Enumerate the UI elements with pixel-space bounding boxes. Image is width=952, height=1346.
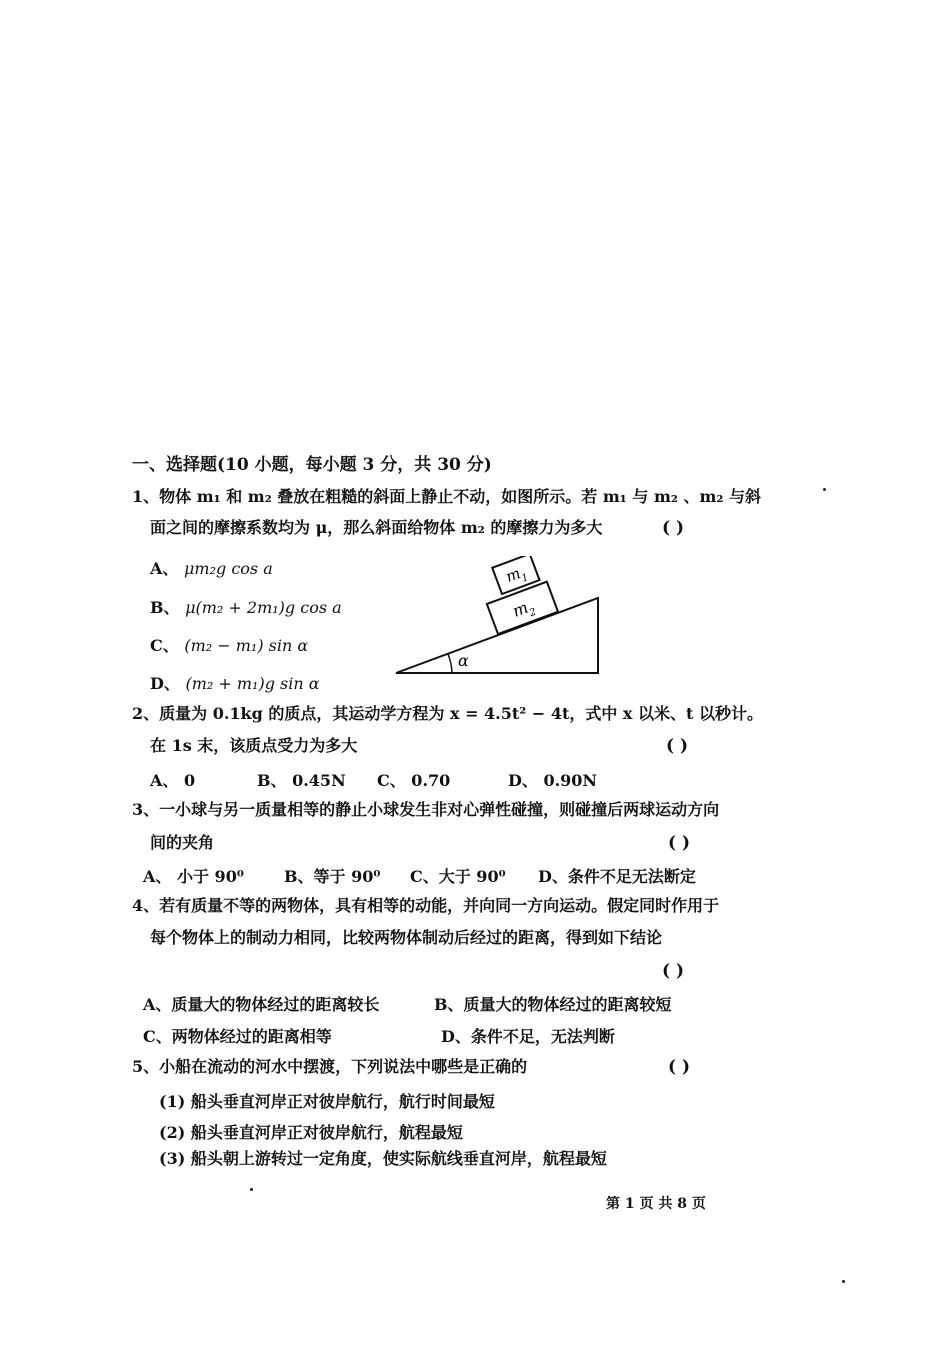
scan-speck <box>842 1280 845 1283</box>
scan-speck <box>823 488 826 491</box>
q1-line2: 面之间的摩擦系数均为 μ，那么斜面给物体 m₂ 的摩擦力为多大 <box>150 518 603 537</box>
q1-option-d <box>150 671 320 694</box>
q3-line2: 间的夹角 <box>150 833 215 852</box>
q3-answer-paren: ( ) <box>668 833 691 853</box>
section-title: 一、选择题(10 小题，每小题 3 分，共 30 分) <box>132 455 492 475</box>
block-m2-sub: 2 <box>528 606 538 620</box>
q5-answer-paren: ( ) <box>668 1057 691 1077</box>
q5-item-1: (1) 船头垂直河岸正对彼岸航行，航行时间最短 <box>159 1092 495 1111</box>
q1-option-b-label: B、 <box>150 598 180 617</box>
q3-option-d: D、条件不足无法断定 <box>538 867 696 886</box>
q5-line1: 5、小船在流动的河水中摆渡，下列说法中哪些是正确的 <box>132 1057 528 1076</box>
q4-line2: 每个物体上的制动力相同，比较两物体制动后经过的距离，得到如下结论 <box>150 928 663 947</box>
q1-option-a <box>150 556 273 579</box>
block-m1-sub: 1 <box>520 572 531 585</box>
scan-speck <box>250 1188 253 1191</box>
q1-option-a-formula: μm₂g cos a <box>184 559 273 578</box>
q1-option-c-formula: (m₂ − m₁) sin α <box>184 636 309 655</box>
q3-option-a: A、 小于 90⁰ <box>143 867 244 886</box>
q3-option-b: B、等于 90⁰ <box>284 867 381 886</box>
angle-arc <box>448 654 452 673</box>
q1-option-a-label: A、 <box>150 559 179 578</box>
q4-line1: 4、若有质量不等的两物体，具有相等的动能，并向同一方向运动。假定同时作用于 <box>132 896 720 915</box>
q2-line1: 2、质量为 0.1kg 的质点，其运动学方程为 x = 4.5t² − 4t，式中 x 以米、t 以秒计。 <box>132 704 763 723</box>
q4-option-c: C、两物体经过的距离相等 <box>143 1027 332 1046</box>
q2-line2: 在 1s 末，该质点受力为多大 <box>150 736 358 755</box>
q5-item-2: (2) 船头垂直河岸正对彼岸航行，航程最短 <box>159 1123 463 1142</box>
page-footer: 第 1 页 共 8 页 <box>606 1196 706 1212</box>
q1-option-d-label: D、 <box>150 674 180 693</box>
q1-answer-paren: ( ) <box>662 518 685 538</box>
q1-option-b-formula: μ(m₂ + 2m₁)g cos a <box>185 598 342 617</box>
q2-option-d: D、 0.90N <box>508 771 598 790</box>
q2-option-a: A、 0 <box>150 771 196 790</box>
incline-diagram <box>390 556 610 681</box>
q4-option-d: D、条件不足，无法判断 <box>441 1027 615 1046</box>
q4-option-a: A、质量大的物体经过的距离较长 <box>143 995 380 1014</box>
q2-answer-paren: ( ) <box>666 736 689 756</box>
q1-option-b <box>150 595 342 618</box>
q2-option-b: B、 0.45N <box>257 771 346 790</box>
q1-line1: 1、物体 m₁ 和 m₂ 叠放在粗糙的斜面上静止不动，如图所示。若 m₁ 与 m₂ 、m₂ 与斜 <box>132 487 761 506</box>
q2-option-c: C、 0.70 <box>377 771 451 790</box>
q1-option-c-label: C、 <box>150 636 179 655</box>
q3-line1: 3、一小球与另一质量相等的静止小球发生非对心弹性碰撞，则碰撞后两球运动方向 <box>132 800 720 819</box>
q4-answer-paren: ( ) <box>662 961 685 981</box>
block-m1-label: m <box>503 563 523 586</box>
q1-option-c <box>150 633 308 656</box>
block-m2-label: m <box>509 597 531 621</box>
q3-option-c: C、大于 90⁰ <box>410 867 506 886</box>
angle-label: α <box>458 651 469 670</box>
q1-option-d-formula: (m₂ + m₁)g sin α <box>185 674 320 693</box>
q5-item-3: (3) 船头朝上游转过一定角度，使实际航线垂直河岸，航程最短 <box>159 1149 607 1168</box>
q4-option-b: B、质量大的物体经过的距离较短 <box>434 995 672 1014</box>
